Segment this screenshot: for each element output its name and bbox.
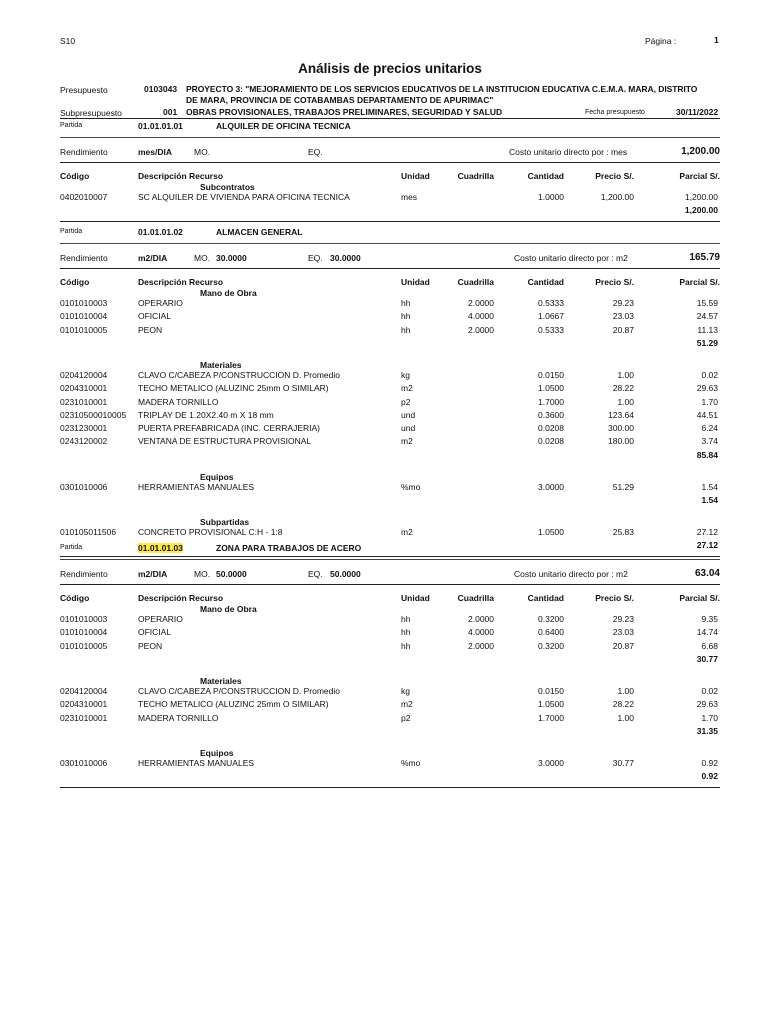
cell-unidad: hh	[401, 298, 411, 308]
presupuesto-code: 0103043	[144, 84, 178, 94]
col-cantidad: Cantidad	[527, 593, 564, 603]
col-descripcion: Descripción Recurso	[138, 593, 224, 603]
costo-value: 165.79	[689, 252, 720, 263]
mo-label: MO.	[194, 147, 211, 157]
table-row	[60, 686, 720, 698]
cell-cantidad: 1.0500	[538, 699, 564, 710]
group-subtotal: 31.35	[696, 725, 718, 736]
subpresupuesto-code: 001	[163, 107, 178, 117]
partida-code: 01.01.01.03	[138, 543, 183, 553]
col-codigo: Código	[60, 593, 90, 603]
cell-parcial: 44.51	[696, 409, 718, 420]
cell-unidad: m2	[401, 383, 413, 394]
cell-descripcion: OPERARIO	[138, 298, 183, 308]
col-descripcion: Descripción Recurso	[138, 171, 224, 181]
cell-descripcion: OFICIAL	[138, 311, 172, 322]
presupuesto-desc	[186, 84, 720, 105]
group-subtotal: 1,200.00	[684, 205, 718, 216]
col-descripcion: Descripción Recurso	[138, 277, 224, 287]
cell-unidad: und	[401, 423, 416, 434]
cell-cantidad: 0.0208	[538, 436, 564, 447]
cell-descripcion: MADERA TORNILLO	[138, 396, 219, 407]
group-subtotal: 1.54	[701, 495, 718, 505]
cell-precio: 1,200.00	[600, 192, 634, 202]
cell-codigo: 0301010006	[60, 757, 108, 768]
cell-parcial: 29.63	[696, 699, 718, 710]
cell-cantidad: 1.7000	[538, 712, 564, 723]
cell-codigo: 0204120004	[60, 369, 108, 380]
rendimiento-unit: m2/DIA	[138, 569, 168, 579]
col-unidad: Unidad	[401, 593, 430, 603]
costo-value: 63.04	[694, 568, 720, 579]
group-subtotal: 30.77	[696, 653, 718, 664]
cell-descripcion: VENTANA DE ESTRUCTURA PROVISIONAL	[138, 436, 312, 447]
cell-cantidad: 1.0500	[538, 383, 564, 394]
cell-precio: 25.83	[612, 527, 634, 537]
table-row	[60, 758, 720, 770]
divider	[60, 556, 720, 557]
cell-parcial: 1.54	[701, 481, 718, 492]
cell-precio: 1.00	[617, 369, 634, 380]
page-number: 1	[714, 35, 719, 45]
cell-codigo: 0231010001	[60, 712, 108, 723]
cell-cantidad: 1.7000	[538, 396, 564, 407]
cell-parcial: 14.74	[696, 627, 718, 638]
cell-cantidad: 0.3600	[538, 409, 564, 420]
cell-parcial: 6.68	[701, 640, 718, 651]
cell-cuadrilla: 4.0000	[468, 627, 494, 638]
cell-precio: 123.64	[608, 409, 634, 420]
cell-unidad: m2	[401, 699, 413, 710]
group-name: Materiales	[200, 675, 242, 686]
cell-precio: 28.22	[612, 699, 634, 710]
group-name: Materiales	[200, 359, 242, 370]
cell-codigo: 0204310001	[60, 699, 108, 710]
cell-unidad: hh	[401, 640, 411, 651]
cell-parcial: 3.74	[701, 436, 718, 447]
partida-label: Partida	[60, 122, 83, 129]
cell-precio: 28.22	[612, 383, 634, 394]
cell-parcial: 15.59	[696, 298, 718, 308]
cell-parcial: 11.13	[697, 324, 718, 335]
report-code: S10	[60, 36, 76, 46]
group-name: Mano de Obra	[200, 288, 257, 298]
cell-unidad: m2	[401, 436, 413, 447]
cell-parcial: 0.02	[701, 369, 718, 380]
table-row	[60, 298, 720, 310]
cell-codigo: 0101010003	[60, 614, 108, 624]
cell-cuadrilla: 2.0000	[468, 614, 494, 624]
cell-parcial: 6.24	[701, 423, 718, 434]
cell-codigo: 0101010004	[60, 627, 108, 638]
cell-precio: 29.23	[612, 298, 634, 308]
cell-codigo: 010105011506	[60, 527, 117, 537]
mo-value: 30.0000	[216, 253, 247, 263]
divider	[60, 584, 720, 585]
cell-descripcion: CONCRETO PROVISIONAL C:H - 1:8	[138, 527, 283, 537]
cell-cuadrilla: 2.0000	[468, 298, 494, 308]
table-row	[60, 627, 720, 639]
cell-cuadrilla: 4.0000	[468, 311, 494, 322]
cell-descripcion: TRIPLAY DE 1.20X2.40 m X 18 mm	[138, 409, 274, 420]
cell-codigo: 0101010005	[60, 640, 108, 651]
cell-descripcion: CLAVO C/CABEZA P/CONSTRUCCION D. Promedio	[138, 369, 340, 380]
cell-parcial: 0.02	[701, 685, 718, 696]
table-row	[60, 311, 720, 323]
subpresupuesto-label: Subpresupuesto	[60, 108, 122, 118]
col-cuadrilla: Cuadrilla	[457, 277, 494, 287]
divider	[60, 221, 720, 222]
cell-precio: 1.00	[617, 685, 634, 696]
cell-codigo: 0204120004	[60, 685, 108, 696]
costo-label: Costo unitario directo por : m2	[514, 253, 628, 263]
costo-value: 1,200.00	[681, 146, 720, 157]
cell-unidad: %mo	[401, 757, 421, 768]
cell-codigo: 0204310001	[60, 383, 108, 394]
cell-descripcion: TECHO METALICO (ALUZINC 25mm O SIMILAR)	[138, 383, 329, 394]
cell-precio: 20.87	[612, 640, 634, 651]
partida-code: 01.01.01.01	[138, 121, 183, 131]
cell-cantidad: 3.0000	[538, 481, 564, 492]
cell-cantidad: 0.6400	[538, 627, 564, 638]
mo-label: MO.	[194, 253, 211, 263]
cell-precio: 300.00	[608, 423, 634, 434]
subpresupuesto-desc: OBRAS PROVISIONALES, TRABAJOS PRELIMINARES, SEGURIDAD Y SALUD	[186, 107, 503, 117]
col-unidad: Unidad	[401, 277, 430, 287]
cell-codigo: 0301010006	[60, 481, 108, 492]
rendimiento-label: Rendimiento	[60, 253, 108, 263]
group-subtotal: 51.29	[696, 337, 718, 348]
cell-cantidad: 1.0500	[538, 527, 564, 537]
fecha-label: Fecha presupuesto	[585, 109, 645, 116]
group-subtotal: 85.84	[696, 449, 718, 460]
group-name: Equipos	[200, 471, 234, 482]
cell-cuadrilla: 2.0000	[468, 324, 494, 335]
table-row	[60, 713, 720, 725]
costo-label: Costo unitario directo por : mes	[509, 147, 628, 157]
partida-label: Partida	[60, 544, 83, 551]
divider	[60, 118, 720, 119]
cell-descripcion: PEON	[138, 640, 163, 651]
rendimiento-label: Rendimiento	[60, 569, 108, 579]
rendimiento-label: Rendimiento	[60, 147, 108, 157]
page-label: Página :	[645, 36, 677, 46]
cell-parcial: 29.63	[696, 383, 718, 394]
table-row	[60, 614, 720, 626]
cell-unidad: mes	[401, 192, 418, 202]
divider	[60, 137, 720, 138]
cell-parcial: 27.12	[696, 527, 718, 537]
col-precio: Precio S/.	[595, 171, 634, 181]
col-cantidad: Cantidad	[527, 277, 564, 287]
cell-parcial: 1.70	[701, 396, 718, 407]
eq-value: 30.0000	[330, 253, 361, 263]
mo-label: MO.	[194, 569, 211, 579]
cell-codigo: 0231230001	[60, 423, 108, 434]
group-subtotal: 0.92	[701, 771, 718, 782]
cell-descripcion: TECHO METALICO (ALUZINC 25mm O SIMILAR)	[138, 699, 329, 710]
cell-unidad: hh	[401, 614, 411, 624]
eq-value: 50.0000	[330, 569, 361, 579]
cell-cantidad: 0.3200	[538, 640, 564, 651]
cell-parcial: 1,200.00	[684, 192, 718, 202]
fecha-value: 30/11/2022	[676, 107, 719, 117]
cell-precio: 1.00	[617, 396, 634, 407]
cell-unidad: p2	[401, 396, 411, 407]
eq-label: EQ.	[308, 569, 323, 579]
col-parcial: Parcial S/.	[679, 277, 720, 287]
divider	[60, 162, 720, 163]
divider	[60, 268, 720, 269]
cell-unidad: m2	[401, 527, 413, 537]
presupuesto-label: Presupuesto	[60, 85, 108, 95]
page-title: Análisis de precios unitarios	[298, 61, 482, 76]
table-row	[60, 383, 720, 395]
cell-cantidad: 1.0000	[538, 192, 564, 202]
partida-code: 01.01.01.02	[138, 227, 183, 237]
rendimiento-unit: mes/DIA	[138, 147, 173, 157]
costo-label: Costo unitario directo por : m2	[514, 569, 628, 579]
cell-cantidad: 0.0150	[538, 685, 564, 696]
cell-codigo: 0243120002	[60, 436, 108, 447]
cell-precio: 29.23	[612, 614, 634, 624]
cell-codigo: 0231010001	[60, 396, 108, 407]
cell-cantidad: 0.0208	[538, 423, 564, 434]
partida-name: ALMACEN GENERAL	[216, 227, 303, 237]
cell-descripcion: SC ALQUILER DE VIVIENDA PARA OFICINA TECNICA	[138, 192, 350, 202]
col-codigo: Código	[60, 277, 90, 287]
cell-precio: 23.03	[612, 627, 634, 638]
cell-unidad: hh	[401, 324, 411, 335]
eq-label: EQ.	[308, 253, 323, 263]
cell-descripcion: CLAVO C/CABEZA P/CONSTRUCCION D. Promedio	[138, 685, 340, 696]
mo-value: 50.0000	[216, 569, 247, 579]
table-row	[60, 527, 720, 539]
presupuesto-desc-line2: DE MARA, PROVINCIA DE COTABAMBAS DEPARTAMENTO DE APURIMAC"	[186, 95, 494, 105]
cell-parcial: 24.57	[696, 311, 718, 322]
cell-unidad: kg	[401, 369, 410, 380]
partida-name: ALQUILER DE OFICINA TECNICA	[216, 121, 351, 131]
table-row	[60, 192, 720, 204]
col-parcial: Parcial S/.	[679, 593, 720, 603]
table-row	[60, 423, 720, 435]
table-row	[60, 482, 720, 494]
cell-precio: 20.87	[612, 324, 634, 335]
table-row	[60, 641, 720, 653]
partida-name: ZONA PARA TRABAJOS DE ACERO	[216, 543, 362, 553]
cell-descripcion: HERRAMIENTAS MANUALES	[138, 757, 255, 768]
group-subtotal: 27.12	[696, 540, 718, 551]
cell-descripcion: OFICIAL	[138, 627, 172, 638]
cell-precio: 1.00	[617, 712, 634, 723]
cell-precio: 23.03	[612, 311, 634, 322]
cell-unidad: %mo	[401, 481, 421, 492]
cell-cantidad: 0.3200	[538, 614, 564, 624]
cell-cantidad: 1.0667	[538, 311, 564, 322]
cell-cantidad: 0.5333	[538, 324, 564, 335]
cell-precio: 51.29	[612, 481, 634, 492]
cell-cantidad: 0.0150	[538, 369, 564, 380]
table-row	[60, 436, 720, 448]
col-cuadrilla: Cuadrilla	[457, 171, 494, 181]
presupuesto-desc-line1: PROYECTO 3: "MEJORAMIENTO DE LOS SERVICIOS EDUCATIVOS DE LA INSTITUCION EDUCATIVA C.E.M.A. MARA, DISTRITO	[186, 84, 698, 94]
table-row	[60, 397, 720, 409]
divider	[60, 243, 720, 244]
cell-unidad: kg	[401, 685, 410, 696]
col-unidad: Unidad	[401, 171, 430, 181]
cell-descripcion: PEON	[138, 324, 163, 335]
col-cantidad: Cantidad	[527, 171, 564, 181]
col-precio: Precio S/.	[595, 277, 634, 287]
cell-unidad: p2	[401, 712, 411, 723]
table-row	[60, 410, 720, 422]
cell-unidad: und	[401, 409, 416, 420]
col-cuadrilla: Cuadrilla	[457, 593, 494, 603]
cell-parcial: 0.92	[701, 757, 718, 768]
cell-parcial: 1.70	[701, 712, 718, 723]
cell-descripcion: PUERTA PREFABRICADA (INC. CERRAJERIA)	[138, 423, 320, 434]
cell-descripcion: HERRAMIENTAS MANUALES	[138, 481, 255, 492]
cell-cantidad: 3.0000	[538, 757, 564, 768]
group-name: Mano de Obra	[200, 604, 257, 614]
cell-descripcion: OPERARIO	[138, 614, 183, 624]
cell-codigo: 0101010004	[60, 311, 108, 322]
cell-codigo: 0101010005	[60, 324, 108, 335]
eq-label: EQ.	[308, 147, 323, 157]
cell-unidad: hh	[401, 311, 411, 322]
cell-cuadrilla: 2.0000	[468, 640, 494, 651]
cell-descripcion: MADERA TORNILLO	[138, 712, 219, 723]
partida-label: Partida	[60, 228, 83, 235]
divider	[60, 559, 720, 560]
cell-unidad: hh	[401, 627, 411, 638]
group-name: Subpartidas	[200, 517, 250, 527]
cell-parcial: 9.35	[701, 614, 718, 624]
divider	[60, 787, 720, 788]
cell-codigo: 02310500010005	[60, 409, 127, 420]
rendimiento-unit: m2/DIA	[138, 253, 168, 263]
table-row	[60, 370, 720, 382]
table-row	[60, 699, 720, 711]
col-parcial: Parcial S/.	[679, 171, 720, 181]
group-name: Subcontratos	[200, 182, 255, 192]
cell-cantidad: 0.5333	[538, 298, 564, 308]
cell-codigo: 0101010003	[60, 298, 108, 308]
cell-precio: 30.77	[612, 757, 634, 768]
group-name: Equipos	[200, 747, 234, 758]
col-precio: Precio S/.	[595, 593, 634, 603]
col-codigo: Código	[60, 171, 90, 181]
cell-codigo: 0402010007	[60, 192, 108, 202]
table-row	[60, 325, 720, 337]
cell-precio: 180.00	[608, 436, 634, 447]
